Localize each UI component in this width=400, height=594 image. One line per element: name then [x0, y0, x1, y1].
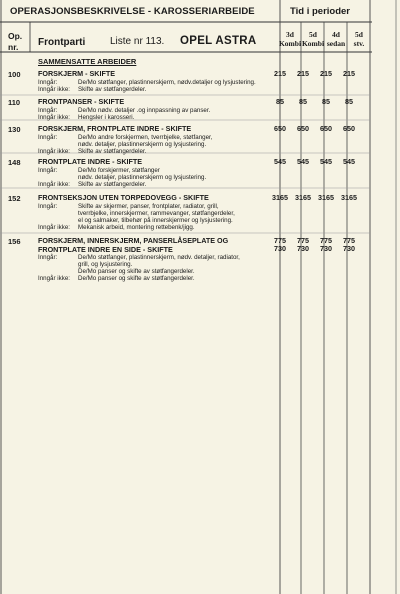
- operation-title: [38, 70, 115, 79]
- time-value-line: 85: [299, 97, 307, 106]
- detail-text: De/Mo støtfanger, plastinnerskjerm, nødv.detaljer og lysjustering.: [78, 78, 256, 86]
- detail-label: Inngår:: [38, 78, 58, 86]
- detail-text: tverrbjelke, innerskjermer, rammevanger, støtfangerdeler,: [78, 209, 235, 217]
- detail-text: De/Mo panser og skifte av støtfangerdeler.: [78, 275, 195, 282]
- detail-text: De/Mo forskjermer, støtfanger: [78, 166, 160, 174]
- operation-detail-line: [38, 134, 212, 141]
- operation-detail-line: [38, 167, 206, 174]
- operation-number: 152: [8, 194, 21, 203]
- detail-label: Inngår ikke:: [38, 147, 70, 155]
- time-value-line: 730: [320, 244, 332, 253]
- time-value: [329, 194, 369, 202]
- operation-detail-line: [38, 86, 256, 93]
- column-header-3d-kombi: 3d Kombi: [278, 30, 302, 48]
- section-heading: SAMMENSATTE ARBEIDER: [38, 57, 137, 66]
- op-label-line2: nr.: [8, 42, 19, 52]
- detail-label: Inngår ikke:: [38, 180, 70, 188]
- operation-title-line: FRONTPLATE INDRE - SKIFTE: [38, 157, 143, 166]
- operation-detail-line: [38, 141, 212, 148]
- operation-detail-line: [38, 268, 240, 275]
- detail-label: Inngår ikke:: [38, 275, 70, 282]
- time-value-line: 730: [297, 244, 309, 253]
- detail-label: Inngår:: [38, 166, 58, 174]
- time-value-line: 650: [343, 124, 355, 133]
- time-value: [329, 237, 369, 253]
- detail-text: De/Mo andre forskjermen, tverrbjelke, støtfanger,: [78, 133, 213, 141]
- operation-title-line: FORSKJERM, INNERSKJERM, PANSERLÅSEPLATE OG: [38, 236, 229, 245]
- time-value-line: 85: [345, 97, 353, 106]
- detail-text: Skifte av støtfangerdeler.: [78, 85, 147, 93]
- time-value-line: 775: [297, 236, 309, 245]
- detail-label: Inngår ikke:: [38, 85, 70, 93]
- operation-title: [38, 237, 228, 254]
- detail-text: De/Mo nødv. detaljer .og innpassning av panser.: [78, 106, 211, 114]
- section-name: Frontparti: [38, 37, 86, 48]
- operation-detail-line: [38, 217, 235, 224]
- detail-text: De/Mo panser og skifte av støtfangerdeler.: [78, 268, 195, 275]
- time-value: [329, 70, 369, 78]
- time-value-line: 3165: [295, 193, 311, 202]
- time-value-line: 545: [274, 157, 286, 166]
- time-value-line: 3165: [272, 193, 288, 202]
- operation-detail-line: [38, 114, 210, 121]
- operation-detail-line: [38, 261, 240, 268]
- operation-details: [38, 167, 206, 188]
- document-title: OPERASJONSBESKRIVELSE - KAROSSERIARBEIDE: [10, 6, 255, 17]
- operation-details: [38, 203, 235, 231]
- time-value: [329, 98, 369, 106]
- detail-text: Mekanisk arbeid, montering rettebenk/jigg.: [78, 223, 195, 231]
- time-value-line: 545: [297, 157, 309, 166]
- time-value-line: 3165: [341, 193, 357, 202]
- operation-detail-line: [38, 203, 235, 210]
- time-value-line: 650: [297, 124, 309, 133]
- detail-text: Skifte av støtfangerdeler.: [78, 180, 147, 188]
- operation-number: 130: [8, 125, 21, 134]
- detail-text: Hengsler i karosseri.: [78, 113, 135, 121]
- operation-detail-line: [38, 148, 212, 155]
- detail-label: Inngår ikke:: [38, 223, 70, 231]
- operation-title-line: FORSKJERM - SKIFTE: [38, 69, 116, 78]
- operation-title-line: FRONTPANSER - SKIFTE: [38, 97, 125, 106]
- time-value: [329, 158, 369, 166]
- operation-details: [38, 254, 240, 282]
- time-periods-title: Tid i perioder: [290, 6, 351, 17]
- car-model: OPEL ASTRA: [180, 35, 257, 47]
- operation-detail-line: [38, 254, 240, 261]
- time-value: [329, 125, 369, 133]
- operation-details: [38, 79, 256, 93]
- detail-text: nødv. detaljer, plastinnerskjerm og lysjustering.: [78, 173, 207, 181]
- operation-number: 148: [8, 158, 21, 167]
- time-value-line: 775: [320, 236, 332, 245]
- time-value-line: 215: [320, 69, 332, 78]
- time-value-line: 650: [320, 124, 332, 133]
- operation-number: 156: [8, 237, 21, 246]
- operation-detail-line: [38, 107, 210, 114]
- column-header-4d-sedan: 4d sedan: [326, 30, 346, 48]
- detail-text: De/Mo støtfanger, plastinnerskjerm, nødv. detaljer, radiator,: [78, 254, 240, 261]
- time-value-line: 730: [274, 244, 286, 253]
- detail-label: Inngår:: [38, 254, 58, 261]
- time-value-line: 215: [297, 69, 309, 78]
- detail-label: Inngår ikke:: [38, 113, 70, 121]
- op-label-line1: Op.: [8, 31, 23, 41]
- operation-title: [38, 98, 124, 107]
- column-header-5d-stv: 5d stv.: [353, 30, 365, 48]
- operation-detail-line: [38, 174, 206, 181]
- detail-label: Inngår:: [38, 202, 58, 210]
- operation-title-line: FORSKJERM, FRONTPLATE INDRE - SKIFTE: [38, 124, 192, 133]
- list-number: Liste nr 113.: [110, 36, 165, 47]
- operation-details: [38, 107, 210, 121]
- operation-title: [38, 158, 142, 167]
- time-value-line: 85: [322, 97, 330, 106]
- operation-detail-line: [38, 79, 256, 86]
- time-value-line: 85: [276, 97, 284, 106]
- time-value-line: 215: [343, 69, 355, 78]
- detail-label: Inngår:: [38, 133, 58, 141]
- operation-title: [38, 194, 209, 203]
- operation-title: [38, 125, 191, 134]
- operation-detail-line: [38, 275, 240, 282]
- time-value-line: 545: [320, 157, 332, 166]
- time-value-line: 775: [274, 236, 286, 245]
- operation-title-line: FRONTPLATE INDRE EN SIDE - SKIFTE: [38, 244, 173, 254]
- operation-detail-line: [38, 224, 235, 231]
- time-value-line: 775: [343, 236, 355, 245]
- operation-title-line: FRONTSEKSJON UTEN TORPEDOVEGG - SKIFTE: [38, 193, 209, 202]
- time-value-line: 3165: [318, 193, 334, 202]
- detail-text: Skifte av støtfangerdeler.: [78, 147, 147, 155]
- detail-text: grill, og lysjustering.: [78, 261, 133, 268]
- detail-label: Inngår:: [38, 106, 58, 114]
- operation-detail-line: [38, 210, 235, 217]
- detail-text: Skifte av skjermer, panser, frontplater, radiator, grill,: [78, 202, 219, 210]
- time-value-line: 730: [343, 244, 355, 253]
- time-value-line: 215: [274, 69, 286, 78]
- time-value-line: 650: [274, 124, 286, 133]
- operation-number: 110: [8, 98, 21, 107]
- operation-details: [38, 134, 212, 155]
- column-header-5d-kombi: 5d Kombi: [301, 30, 325, 48]
- detail-text: nødv. detaljer, plastinnerskjerm og lysjustering.: [78, 140, 207, 148]
- operation-number: 100: [8, 70, 21, 79]
- detail-text: el og salmaker, tilbehør på innerskjermer og lysjustering.: [78, 216, 233, 224]
- operation-detail-line: [38, 181, 206, 188]
- time-value-line: 545: [343, 157, 355, 166]
